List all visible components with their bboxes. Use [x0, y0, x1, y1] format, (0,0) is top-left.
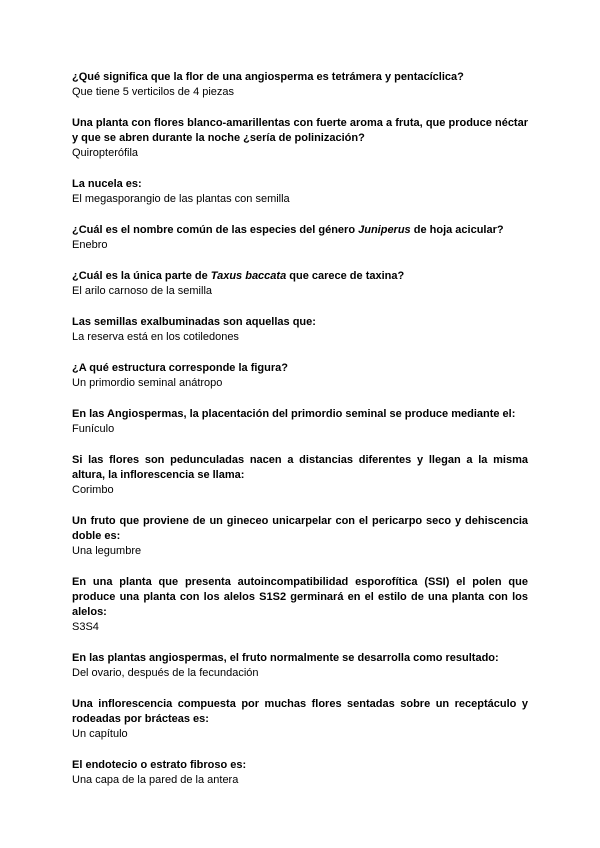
question-text: ¿Cuál es el nombre común de las especies del género: [72, 224, 359, 236]
qa-item: [72, 70, 528, 100]
answer: Del ovario, después de la fecundación: [72, 667, 259, 679]
answer: Enebro: [72, 239, 108, 251]
qa-item: [72, 453, 528, 498]
answer: Corimbo: [72, 484, 114, 496]
qa-item: [72, 116, 528, 161]
answer: El megasporangio de las plantas con semilla: [72, 193, 290, 205]
question: [72, 223, 528, 238]
question: ¿Qué significa que la flor de una angiosperma es tetrámera y pentacíclica?: [72, 71, 464, 83]
question: En una planta que presenta autoincompatibilidad esporofítica (SSI) el polen que produce una planta con los alelos S1S2 germinará en el estilo de una planta con los alelos:: [72, 576, 528, 618]
question: En las Angiospermas, la placentación del primordio seminal se produce mediante el:: [72, 408, 516, 420]
qa-item: [72, 697, 528, 742]
answer: Quiropterófila: [72, 147, 139, 159]
question-text: de hoja acicular?: [410, 224, 504, 236]
qa-item: [72, 514, 528, 559]
qa-document: [72, 70, 528, 804]
qa-item: [72, 758, 528, 788]
answer: Funículo: [72, 423, 115, 435]
answer: La reserva está en los cotiledones: [72, 331, 239, 343]
question-text: que carece de taxina?: [286, 270, 405, 282]
question: ¿A qué estructura corresponde la figura?: [72, 362, 288, 374]
question: [72, 269, 528, 284]
qa-item: [72, 407, 528, 437]
question: Una inflorescencia compuesta por muchas flores sentadas sobre un receptáculo y rodeadas por brácteas es:: [72, 698, 528, 725]
qa-item: [72, 269, 528, 299]
answer: Un capítulo: [72, 728, 128, 740]
answer: Una legumbre: [72, 545, 142, 557]
question-species: Taxus baccata: [210, 270, 287, 282]
question: La nucela es:: [72, 178, 142, 190]
answer: Que tiene 5 verticilos de 4 piezas: [72, 86, 235, 98]
question: Las semillas exalbuminadas son aquellas que:: [72, 316, 316, 328]
qa-item: [72, 223, 528, 253]
answer: El arilo carnoso de la semilla: [72, 285, 213, 297]
question-genus: Juniperus: [358, 224, 411, 236]
qa-item: [72, 651, 528, 681]
answer: Un primordio seminal anátropo: [72, 377, 223, 389]
answer: Una capa de la pared de la antera: [72, 774, 239, 786]
qa-item: [72, 575, 528, 635]
qa-item: [72, 315, 528, 345]
question: Si las flores son pedunculadas nacen a distancias diferentes y llegan a la misma altura, la inflorescencia se llama:: [72, 454, 528, 481]
question: Un fruto que proviene de un gineceo unicarpelar con el pericarpo seco y dehiscencia doble es:: [72, 515, 528, 542]
question: En las plantas angiospermas, el fruto normalmente se desarrolla como resultado:: [72, 652, 499, 664]
question-text: ¿Cuál es la única parte de: [72, 270, 211, 282]
qa-item: [72, 177, 528, 207]
qa-item: [72, 361, 528, 391]
question: Una planta con flores blanco-amarillentas con fuerte aroma a fruta, que produce néctar y que se abren durante la noche ¿sería de polinización?: [72, 117, 528, 144]
answer: S3S4: [72, 621, 99, 633]
question: El endotecio o estrato fibroso es:: [72, 759, 247, 771]
